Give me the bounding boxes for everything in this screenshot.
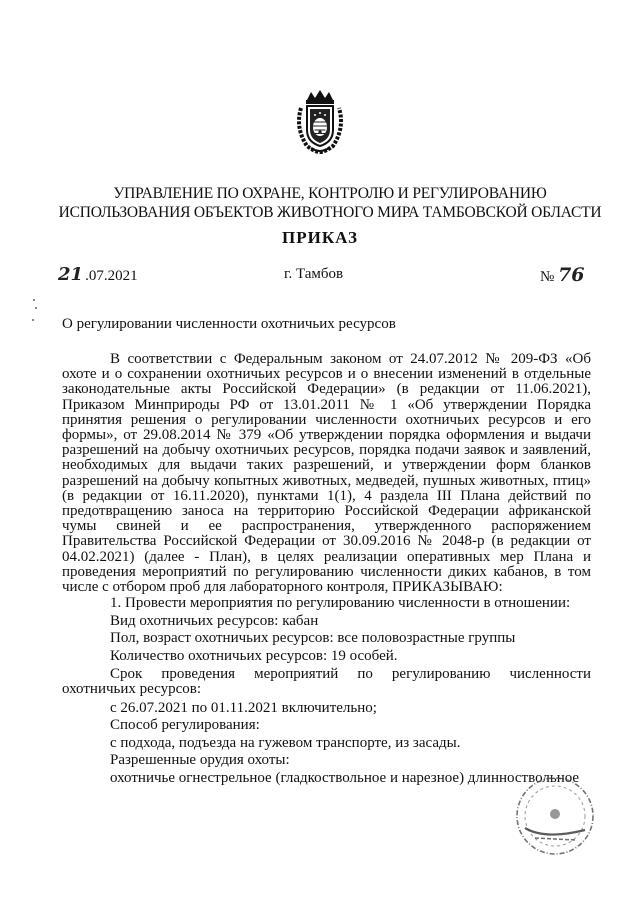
coat-of-arms-emblem — [293, 88, 347, 154]
clause-item: Пол, возраст охотничьих ресурсов: все половозрастные группы — [110, 630, 516, 647]
handwritten-document-number: 76 — [558, 264, 585, 286]
margin-marks — [30, 296, 40, 326]
clause-item: 1. Провести мероприятия по регулированию численности в отношении: — [110, 595, 571, 612]
handwritten-date-day: 21 — [58, 264, 84, 285]
clause-item: с 26.07.2021 по 01.11.2021 включительно; — [110, 699, 377, 716]
clause-item: охотничье огнестрельное (гладкоствольное и нарезное) длинноствольное — [110, 769, 580, 786]
document-body — [62, 352, 591, 787]
organization-name-line-2: ИСПОЛЬЗОВАНИЯ ОБЪЕКТОВ ЖИВОТНОГО МИРА ТАМБОВСКОЙ ОБЛАСТИ — [58, 204, 602, 221]
official-seal-stamp — [505, 768, 597, 856]
clause-item: с подхода, подъезда на гужевом транспорте, из засады. — [110, 734, 461, 751]
clause-item: Количество охотничьих ресурсов: 19 особей. — [110, 647, 398, 664]
document-city: г. Тамбов — [284, 266, 344, 282]
document-date — [58, 264, 138, 285]
number-sign: № — [540, 269, 555, 285]
document-type-title: ПРИКАЗ — [282, 228, 358, 247]
document-number — [540, 264, 585, 286]
clause-item: Вид охотничьих ресурсов: кабан — [110, 612, 319, 629]
clause-item: Способ регулирования: — [110, 717, 260, 734]
clause-item: Срок проведения мероприятий по регулированию численности охотничьих ресурсов: — [62, 666, 591, 698]
document-subject: О регулировании численности охотничьих ресурсов — [62, 316, 396, 332]
date-month-year: .07.2021 — [85, 268, 138, 284]
clause-item: Разрешенные орудия охоты: — [110, 752, 290, 769]
organization-name-line-1: УПРАВЛЕНИЕ ПО ОХРАНЕ, КОНТРОЛЮ И РЕГУЛИРОВАНИЮ — [113, 185, 547, 202]
preamble-paragraph: В соответствии с Федеральным законом от 24.07.2012 № 209-ФЗ «Об охоте и о сохранении охотничьих ресурсов и о внесении изменений в отдельные законодательные акты Российской Федерации» (в редакции от 11.06.2021), Приказом Минприроды РФ от 13.01.2011 № 1 «Об утверждении Порядка принятия решения о регулировании численности охотничьих ресурсов и его формы», от 29.08.2014 № 379 «Об утверждении порядка оформления и выдачи разрешений на добычу охотничьих ресурсов, порядка подачи заявок и заявлений, необходимых для выдачи таких разрешений, и утверждении форм бланков разрешений на добычу копытных животных, медведей, пушных животных, птиц» (в редакции от 16.11.2020), пунктами 1(1), 4 раздела III Плана действий по предотвращению заноса на территорию Российской Федерации африканской чумы свиней и ее распространения, утвержденного распоряжением Правительства Российской Федерации от 30.09.2016 № 2048-р (в редакции от 04.02.2021) (далее - План), в целях реализации оперативных мер Плана и проведения мероприятий по регулированию численности диких кабанов, в том числе с отбором проб для лабораторного контроля, ПРИКАЗЫВАЮ: — [62, 351, 591, 596]
